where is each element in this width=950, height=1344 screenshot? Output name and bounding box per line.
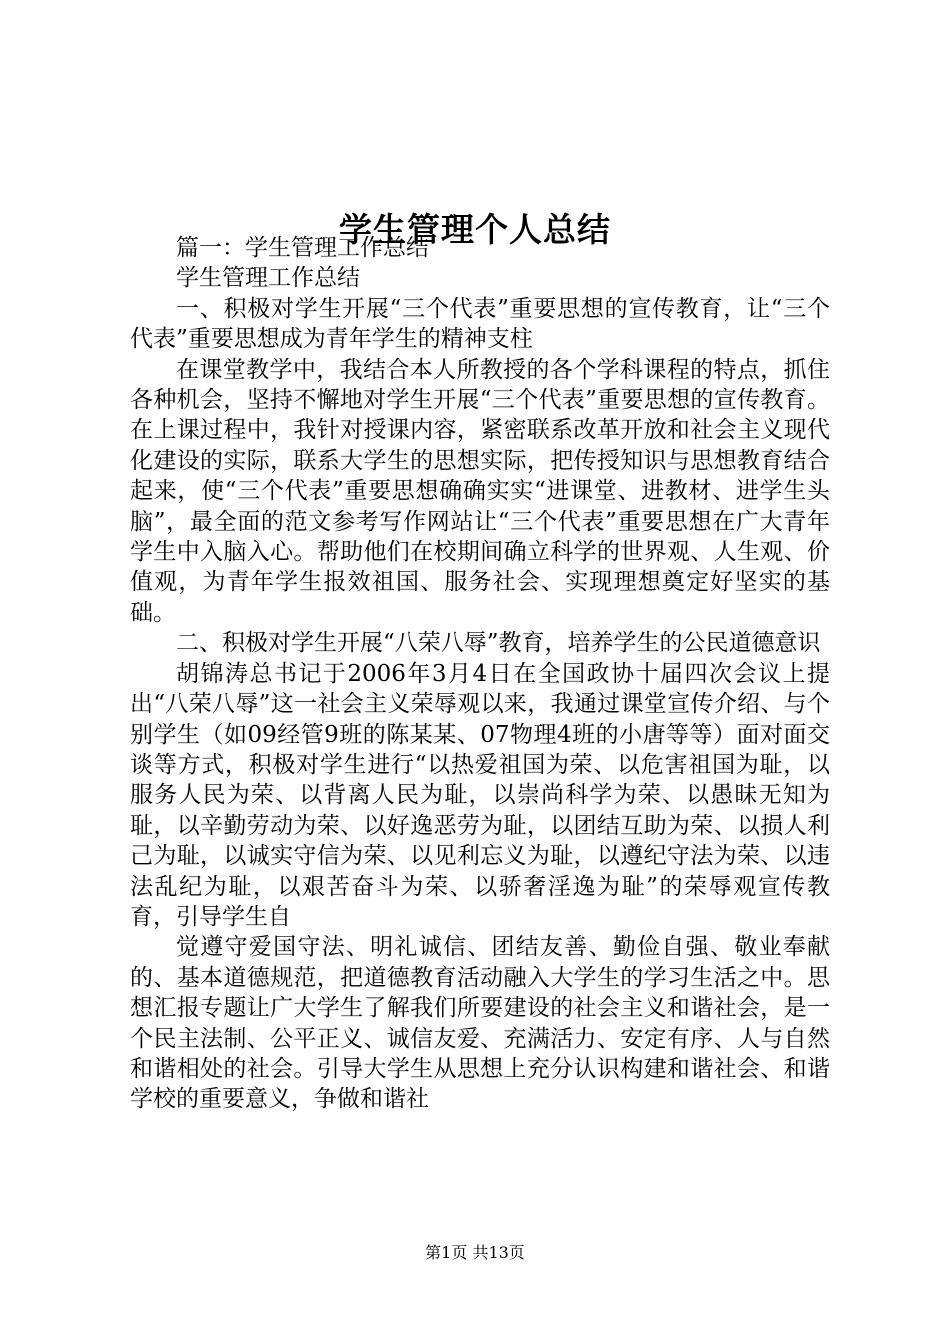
paragraph-body-one: 在课堂教学中，我结合本人所教授的各个学科课程的特点，抓住各种机会，坚持不懈地对学生开展“三个代表”重要思想的宣传教育。在上课过程中，我针对授课内容，紧密联系改革开放和社会主义现代化建设的实际，联系大学生的思想实际，把传授知识与思想教育结合起来，使“三个代表”重要思想确确实实“进课堂、进教材、进学生头脑”，最全面的范文参考写作网站让“三个代表”重要思想在广大青年学生中入脑入心。帮助他们在校期间确立科学的世界观、人生观、价值观，为青年学生报效祖国、服务社会、实现理想奠定好坚实的基础。 xyxy=(130,356,830,626)
page-number-footer: 第1页 共13页 xyxy=(425,1243,525,1262)
paragraph-heading-two: 二、积极对学生开展“八荣八辱”教育，培养学生的公民道德意识 xyxy=(176,630,821,657)
paragraph-section-heading: 篇一：学生管理工作总结 xyxy=(176,235,429,261)
paragraph-body-three: 觉遵守爱国守法、明礼诚信、团结友善、勤俭自强、敬业奉献的、基本道德规范，把道德教育活动融入大学生的学习生活之中。思想汇报专题让广大学生了解我们所要建设的社会主义和谐社会，是一个民主法制、公平正义、诚信友爱、充满活力、安定有序、人与自然和谐相处的社会。引导大学生从思想上充分认识构建和谐社会、和谐学校的重要意义，争做和谐社 xyxy=(130,934,830,1113)
paragraph-subtitle: 学生管理工作总结 xyxy=(176,265,360,292)
paragraph-body-two: 胡锦涛总书记于2006年3月4日在全国政协十届四次会议上提出“八荣八辱”这一社会主义荣辱观以来，我通过课堂宣传介绍、与个别学生（如09经管9班的陈某某、07物理4班的小唐等等）面对面交谈等方式，积极对学生进行“以热爱祖国为荣、以危害祖国为耻，以服务人民为荣、以背离人民为耻，以崇尚科学为荣、以愚昧无知为耻，以辛勤劳动为荣、以好逸恶劳为耻，以团结互助为荣、以损人利己为耻，以诚实守信为荣、以见利忘义为耻，以遵纪守法为荣、以违法乱纪为耻，以艰苦奋斗为荣、以骄奢淫逸为耻”的荣辱观宣传教育，引导学生自 xyxy=(130,660,830,930)
paragraph-heading-one: 一、积极对学生开展“三个代表”重要思想的宣传教育，让“三个代表”重要思想成为青年学生的精神支柱 xyxy=(130,295,830,353)
document-title: 学生管理个人总结 xyxy=(339,210,611,250)
document-body xyxy=(130,233,830,1115)
